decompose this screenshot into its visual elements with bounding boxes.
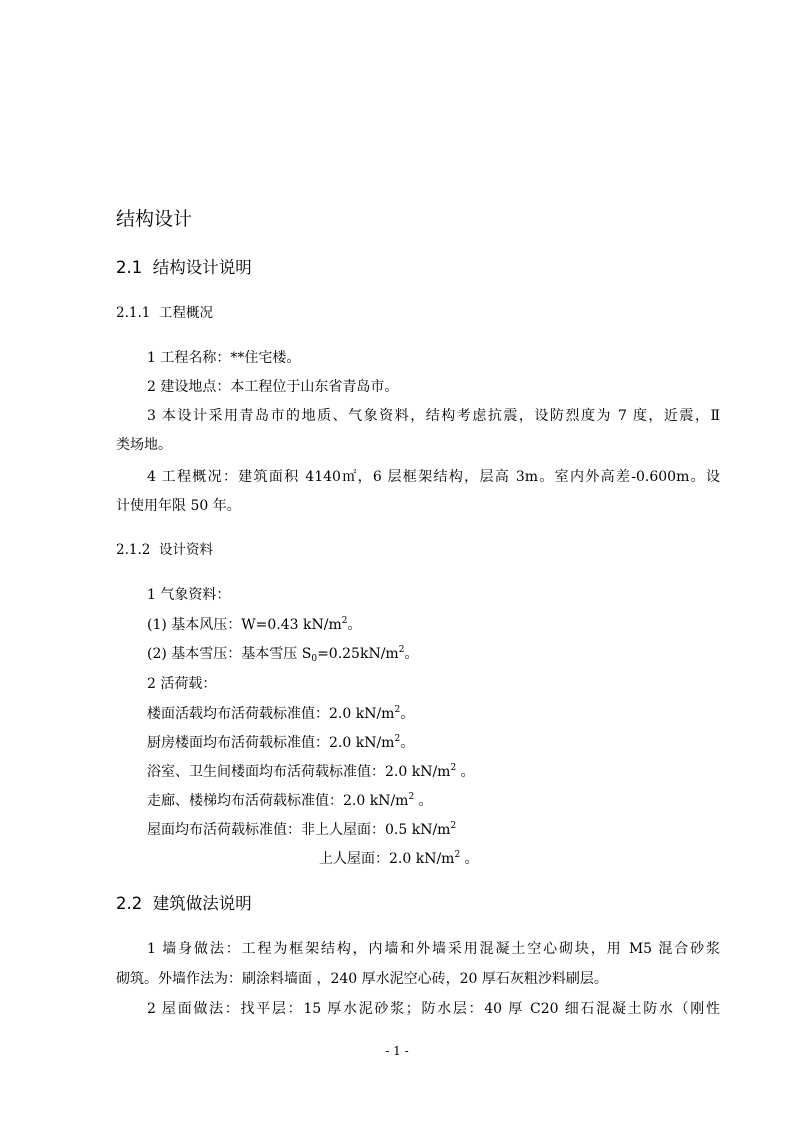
live-load-title: 2 活荷载： [147, 676, 217, 692]
snow-pressure-text: (2) 基本雪压：基本雪压 S [147, 646, 312, 662]
chapter-heading: 结构设计 [116, 208, 193, 230]
snow-pressure [147, 644, 418, 664]
live-load-end: 。 [400, 706, 415, 722]
subsection-number: 2.1.1 [116, 305, 151, 321]
overview-item-1: 1 工程名称：**住宅楼。 [147, 350, 301, 366]
live-load-text: 浴室、卫生间楼面均布活荷载标准值：2.0 kN/m [147, 764, 451, 780]
superscript: 2 [394, 705, 401, 715]
live-load-text: 上人屋面：2.0 kN/m [319, 851, 455, 867]
live-load-text: 走廊、楼梯均布活荷载标准值：2.0 kN/m [147, 793, 409, 809]
live-load-end: 。 [414, 793, 433, 809]
superscript: 2 [450, 763, 457, 773]
snow-pressure-end: 。 [404, 646, 419, 662]
section-number: 2.1 [116, 258, 143, 277]
wind-pressure-end: 。 [347, 617, 362, 633]
live-load-item [147, 704, 414, 724]
live-load-item [147, 791, 433, 811]
wind-pressure [147, 615, 361, 635]
section-number: 2.2 [116, 894, 143, 913]
superscript: 2 [398, 645, 405, 655]
overview-item-4-cont: 计使用年限 50 年。 [116, 498, 241, 514]
subsection-number: 2.1.2 [116, 542, 151, 558]
live-load-end: 。 [400, 735, 415, 751]
snow-pressure-value: =0.25kN/m [317, 646, 399, 662]
superscript: 2 [394, 734, 401, 744]
subsection-title: 工程概况 [158, 305, 213, 321]
live-load-item [147, 762, 475, 782]
live-load-end: 。 [460, 851, 479, 867]
wind-pressure-text: (1) 基本风压：W=0.43 kN/m [147, 617, 342, 633]
overview-item-4: 4 工程概况：建筑面积 4140㎡，6 层框架结构，层高 3m。室内外高差-0.600m。设 [147, 469, 720, 485]
superscript: 2 [450, 821, 457, 831]
section-title: 建筑做法说明 [152, 894, 252, 913]
section-2-1-1-heading [116, 303, 213, 323]
live-load-end: 。 [456, 764, 475, 780]
superscript: 2 [341, 616, 348, 626]
overview-item-3: 3 本设计采用青岛市的地质、气象资料，结构考虑抗震，设防烈度为 7 度，近震，Ⅱ [147, 408, 720, 424]
climate-title: 1 气象资料： [147, 587, 231, 603]
live-load-text: 屋面均布活荷载标准值：非上人屋面：0.5 kN/m [147, 822, 451, 838]
section-2-2-heading [116, 892, 252, 916]
overview-item-2: 2 建设地点：本工程位于山东省青岛市。 [147, 379, 399, 395]
architecture-line-3: 2 屋面做法：找平层：15 厚水泥砂浆；防水层：40 厚 C20 细石混凝土防水（刚性 [147, 1001, 720, 1017]
live-load-item [147, 733, 414, 753]
section-2-1-heading [116, 256, 252, 280]
live-load-text: 楼面活载均布活荷载标准值：2.0 kN/m [147, 706, 395, 722]
live-load-item [147, 820, 456, 840]
overview-item-3-cont: 类场地。 [116, 437, 172, 453]
superscript: 2 [454, 850, 461, 860]
live-load-item-roof-accessible [319, 849, 479, 869]
subscript: 0 [311, 654, 318, 664]
architecture-line-1: 1 墙身做法：工程为框架结构，内墙和外墙采用混凝土空心砌块，用 M5 混合砂浆 [147, 941, 720, 957]
section-2-1-2-heading [116, 540, 213, 560]
superscript: 2 [408, 792, 415, 802]
page-number: - 1 - [385, 1044, 409, 1058]
section-title: 结构设计说明 [152, 258, 252, 277]
subsection-title: 设计资料 [158, 542, 213, 558]
live-load-text: 厨房楼面均布活荷载标准值：2.0 kN/m [147, 735, 395, 751]
architecture-line-2: 砌筑。外墙作法为：刷涂料墙面 ，240 厚水泥空心砖，20 厚石灰粗沙料刷层。 [116, 971, 608, 987]
